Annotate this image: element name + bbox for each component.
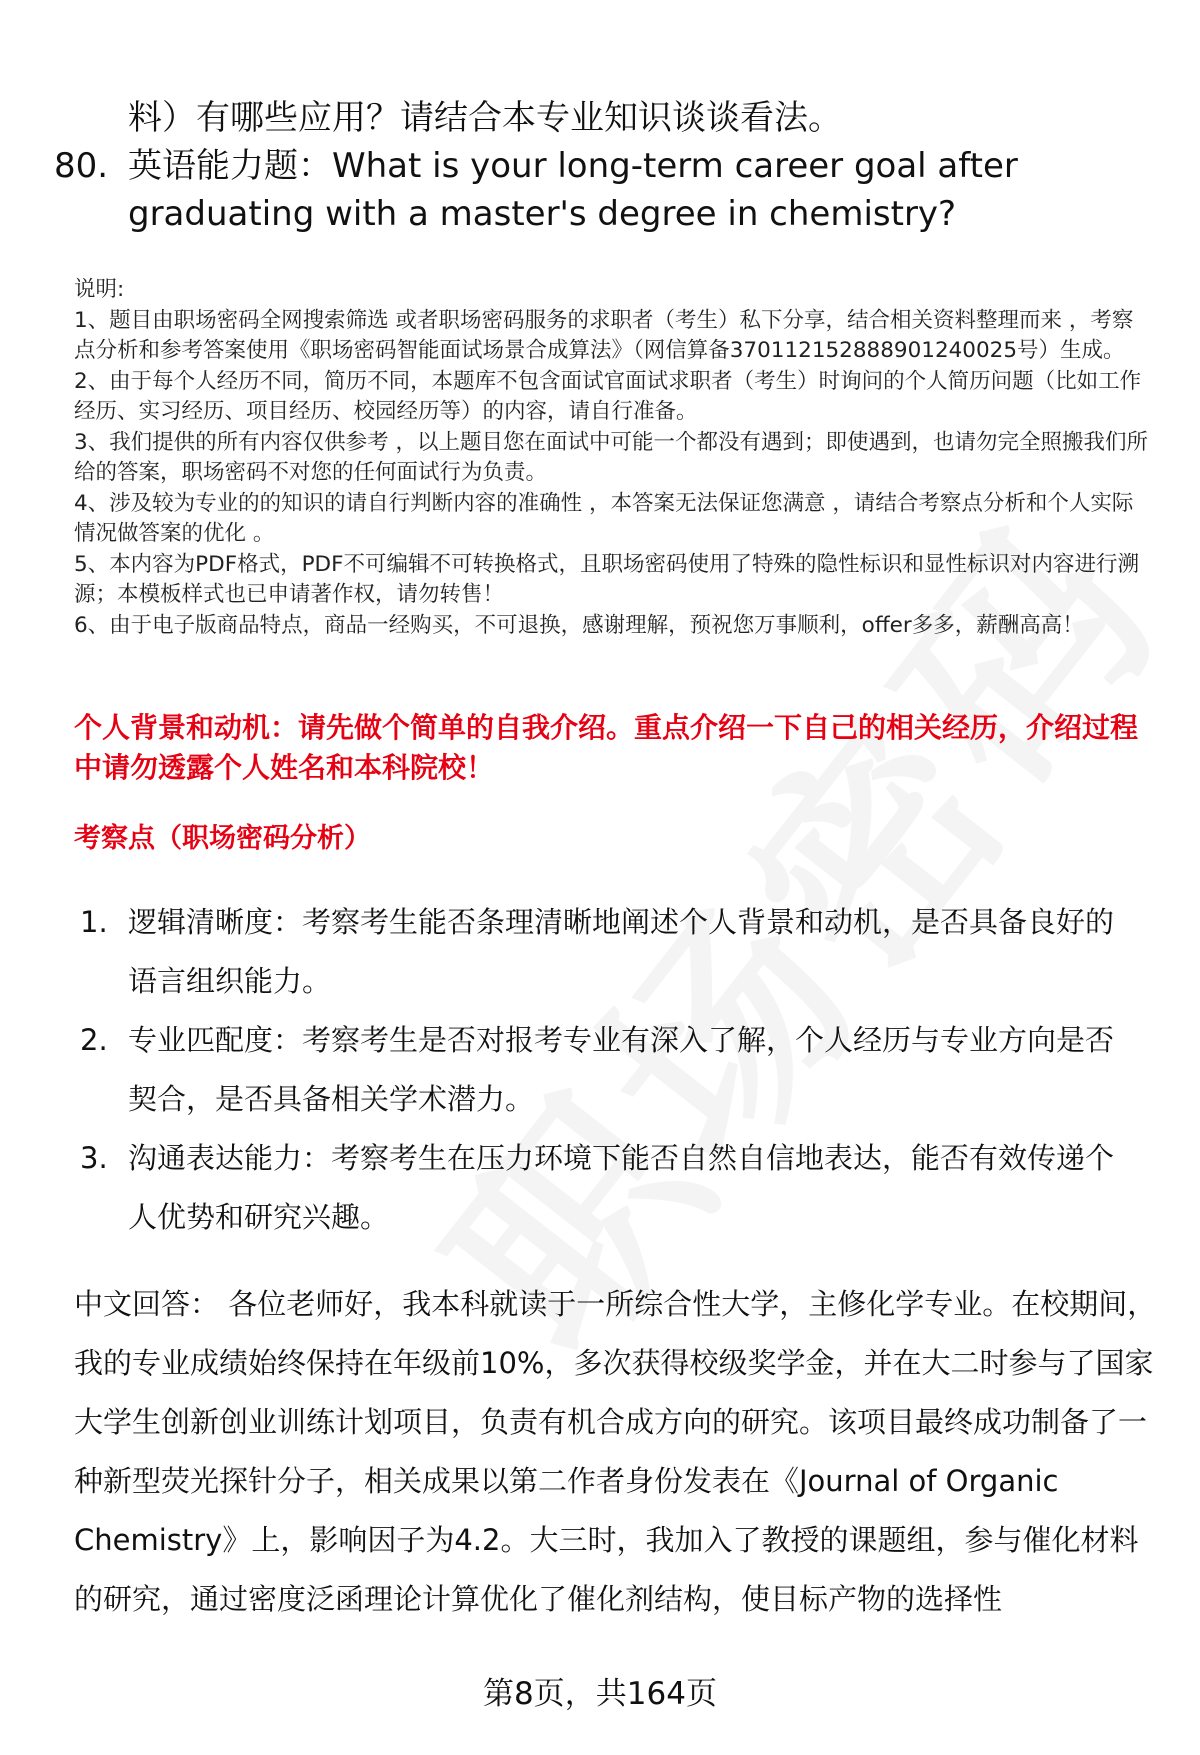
question-number: 80. <box>54 146 109 186</box>
point-text: 沟通表达能力：考察考生在压力环境下能否自然自信地表达，能否有效传递个人优势和研究兴趣。 <box>128 1141 1115 1234</box>
question-continuation: 料）有哪些应用？请结合本专业知识谈谈看法。 <box>128 98 842 138</box>
note-item: 6、由于电子版商品特点，商品一经购买，不可退换，感谢理解，预祝您万事顺利，offer多多，薪酬高高！ <box>74 612 1084 638</box>
note-item: 4、涉及较为专业的的知识的请自行判断内容的准确性 ，本答案无法保证您满意 ，请结合考察点分析和个人实际情况做答案的优化 。 <box>74 490 1134 546</box>
answer-text: 中文回答： 各位老师好，我本科就读于一所综合性大学，主修化学专业。在校期间，我的专业成绩始终保持在年级前10%，多次获得校级奖学金，并在大二时参与了国家大学生创新创业训练计划项目，负责有机合成方向的研究。该项目最终成功制备了一种新型荧光探针分子，相关成果以第二作者身份发表在《Journal of Organic Chemistry》上，影响因子为4.2。大三时，我加入了教授的课题组，参与催化材料的研究，通过密度泛函理论计算优化了催化剂结构，使目标产物的选择性 <box>74 1287 1157 1616</box>
page-footer: 第8页，共164页 <box>483 1676 717 1712</box>
note-item: 5、本内容为PDF格式，PDF不可编辑不可转换格式，且职场密码使用了特殊的隐性标识和显性标识对内容进行溯源；本模板样式也已申请著作权，请勿转售！ <box>74 551 1139 607</box>
point-text: 逻辑清晰度：考察考生能否条理清晰地阐述个人背景和动机，是否具备良好的语言组织能力。 <box>128 905 1115 998</box>
note-item: 1、题目由职场密码全网搜索筛选 或者职场密码服务的求职者（考生）私下分享，结合相关资料整理而来 ，考察点分析和参考答案使用《职场密码智能面试场景合成算法》（网信算备370112152888901240025号）生成。 <box>74 307 1134 363</box>
notes-title: 说明: <box>74 277 125 302</box>
analysis-points <box>80 893 1160 1247</box>
note-item: 3、我们提供的所有内容仅供参考 ，以上题目您在面试中可能一个都没有遇到；即使遇到，也请勿完全照搬我们所给的答案，职场密码不对您的任何面试行为负责。 <box>74 429 1149 485</box>
list-item <box>80 893 1160 1011</box>
note-item: 2、由于每个人经历不同，简历不同，本题库不包含面试官面试求职者（考生）时询问的个人简历问题（比如工作经历、实习经历、项目经历、校园经历等）的内容，请自行准备。 <box>74 368 1142 424</box>
question-text: 英语能力题：What is your long-term career goal after graduating with a master's degree in chemistry? <box>128 146 1018 234</box>
notes-block <box>74 275 1154 641</box>
point-number: 1. <box>80 905 108 939</box>
list-item <box>80 1129 1160 1247</box>
point-text: 专业匹配度：考察考生是否对报考专业有深入了解，个人经历与专业方向是否契合，是否具备相关学术潜力。 <box>128 1023 1115 1116</box>
point-number: 3. <box>80 1141 108 1175</box>
list-item <box>80 1011 1160 1129</box>
section-title: 个人背景和动机：请先做个简单的自我介绍。重点介绍一下自己的相关经历，介绍过程中请勿透露个人姓名和本科院校！ <box>74 711 1139 784</box>
point-number: 2. <box>80 1023 108 1057</box>
analysis-title: 考察点（职场密码分析） <box>74 823 371 854</box>
